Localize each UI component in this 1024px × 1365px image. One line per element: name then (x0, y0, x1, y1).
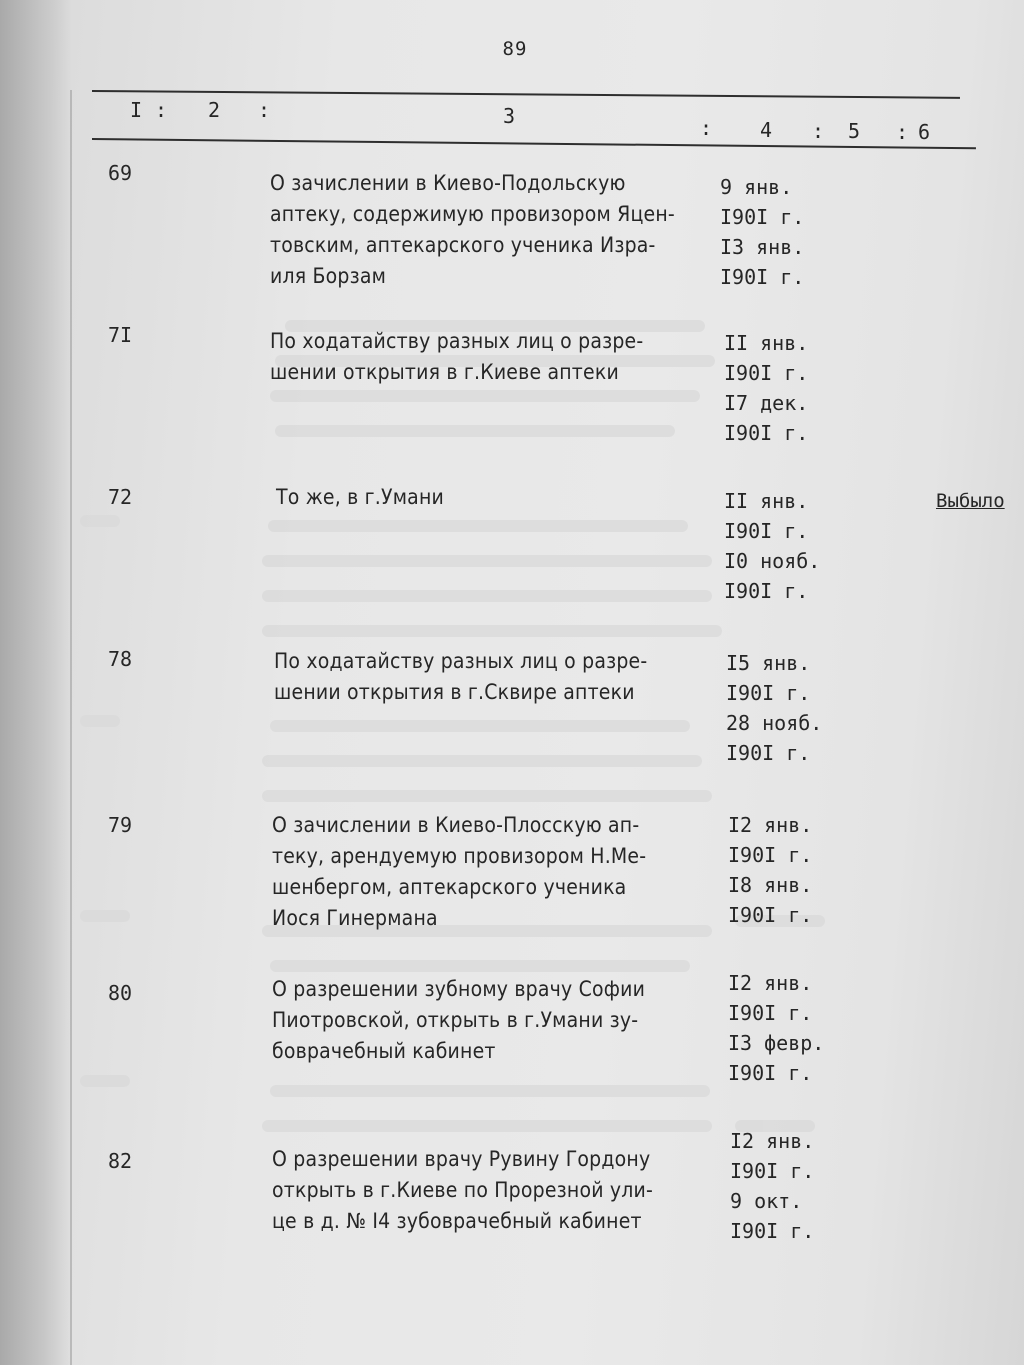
entry-number: 82 (108, 1149, 133, 1173)
entry-title-line: шении открытия в г.Сквире аптеки (274, 680, 635, 704)
entry-date-line: 28 нояб. (726, 711, 823, 735)
entry-date-line: I90I г. (724, 421, 809, 445)
column-separator: : (700, 116, 713, 140)
entry-title-line: иля Борзам (270, 264, 387, 288)
entry-title (274, 646, 734, 708)
entry-title-line: О зачислении в Киево-Подольскую (270, 171, 626, 195)
entry-title-line: шенбергом, аптекарского ученика (272, 875, 627, 899)
entry-date-line: I5 янв. (726, 651, 811, 675)
column-header-1: I (130, 98, 143, 122)
entry-title-line: теку, арендуемую провизором Н.Ме- (272, 844, 647, 868)
entry-date-line: I90I г. (728, 1001, 813, 1025)
entry-title (272, 974, 732, 1067)
entry-date-line: I90I г. (730, 1219, 815, 1243)
entry-title-line: То же, в г.Умани (276, 485, 444, 509)
entry-title-line: товским, аптекарского ученика Изра- (270, 233, 656, 257)
entry-date-line: I90I г. (726, 681, 811, 705)
entry-title-line: це в д. № I4 зубоврачебный кабинет (272, 1209, 642, 1233)
entry-date-line: I90I г. (728, 1061, 813, 1085)
entry-date-line: I90I г. (726, 741, 811, 765)
entry-title-line: шении открытия в г.Киеве аптеки (270, 360, 619, 384)
entry-dates (728, 810, 812, 930)
entry-date-line: I90I г. (730, 1159, 815, 1183)
entry-date-line: I2 янв. (728, 813, 813, 837)
entry-number: 7I (108, 323, 133, 347)
column-header-6: 6 (918, 120, 931, 144)
entry-title (270, 168, 730, 292)
entry-dates (726, 648, 822, 768)
entry-number: 80 (108, 981, 133, 1005)
entry-date-line: I2 янв. (728, 971, 813, 995)
entry-number: 79 (108, 813, 133, 837)
entry-dates (720, 172, 804, 292)
entry-date-line: I90I г. (724, 579, 809, 603)
entry-title-line: О разрешении врачу Рувину Гордону (272, 1147, 651, 1171)
column-separator: : (258, 98, 271, 122)
entry-date-line: I90I г. (720, 205, 805, 229)
entry-title-line: По ходатайству разных лиц о разре- (270, 329, 644, 353)
withdrawn-note: Выбыло (936, 490, 1005, 512)
column-separator: : (155, 98, 168, 122)
column-header-5: 5 (848, 119, 861, 143)
entry-title-line: О разрешении зубному врачу Софии (272, 977, 646, 1001)
entry-date-line: I3 февр. (728, 1031, 825, 1055)
entry-date-line: I3 янв. (720, 235, 805, 259)
entry-title-line: О зачислении в Киево-Плосскую ап- (272, 813, 640, 837)
entry-dates (728, 968, 824, 1088)
entry-date-line: I7 дек. (724, 391, 809, 415)
column-header-4: 4 (760, 118, 773, 142)
entry-title (270, 326, 730, 388)
column-header-2: 2 (208, 98, 221, 122)
entry-date-line: I90I г. (728, 903, 813, 927)
entry-date-line: I0 нояб. (724, 549, 821, 573)
entry-title (272, 810, 732, 934)
entry-number: 72 (108, 485, 133, 509)
entry-date-line: I90I г. (728, 843, 813, 867)
entry-date-line: I90I г. (724, 519, 809, 543)
entry-title-line: По ходатайству разных лиц о разре- (274, 649, 648, 673)
entry-date-line: II янв. (724, 331, 809, 355)
entry-date-line: 9 янв. (720, 175, 793, 199)
entry-title (276, 482, 736, 513)
entry-number: 69 (108, 161, 133, 185)
entry-title-line: Иося Гинермана (272, 906, 438, 930)
entry-dates (730, 1126, 814, 1246)
entry-date-line: 9 окт. (730, 1189, 803, 1213)
entry-date-line: I8 янв. (728, 873, 813, 897)
entry-dates (724, 486, 820, 606)
entry-number: 78 (108, 647, 133, 671)
entry-date-line: II янв. (724, 489, 809, 513)
page-number: 89 (502, 38, 528, 60)
entry-title-line: боврачебный кабинет (272, 1039, 496, 1063)
entry-title-line: открыть в г.Киеве по Прорезной ули- (272, 1178, 654, 1202)
column-separator: : (812, 119, 825, 143)
entry-date-line: I90I г. (720, 265, 805, 289)
entry-title (272, 1144, 732, 1237)
column-header-3: 3 (503, 104, 516, 128)
entry-date-line: I2 янв. (730, 1129, 815, 1153)
entry-title-line: аптеку, содержимую провизором Яцен- (270, 202, 675, 226)
entry-title-line: Пиотровской, открыть в г.Умани зу- (272, 1008, 639, 1032)
entry-dates (724, 328, 808, 448)
entry-date-line: I90I г. (724, 361, 809, 385)
column-separator: : (896, 120, 909, 144)
